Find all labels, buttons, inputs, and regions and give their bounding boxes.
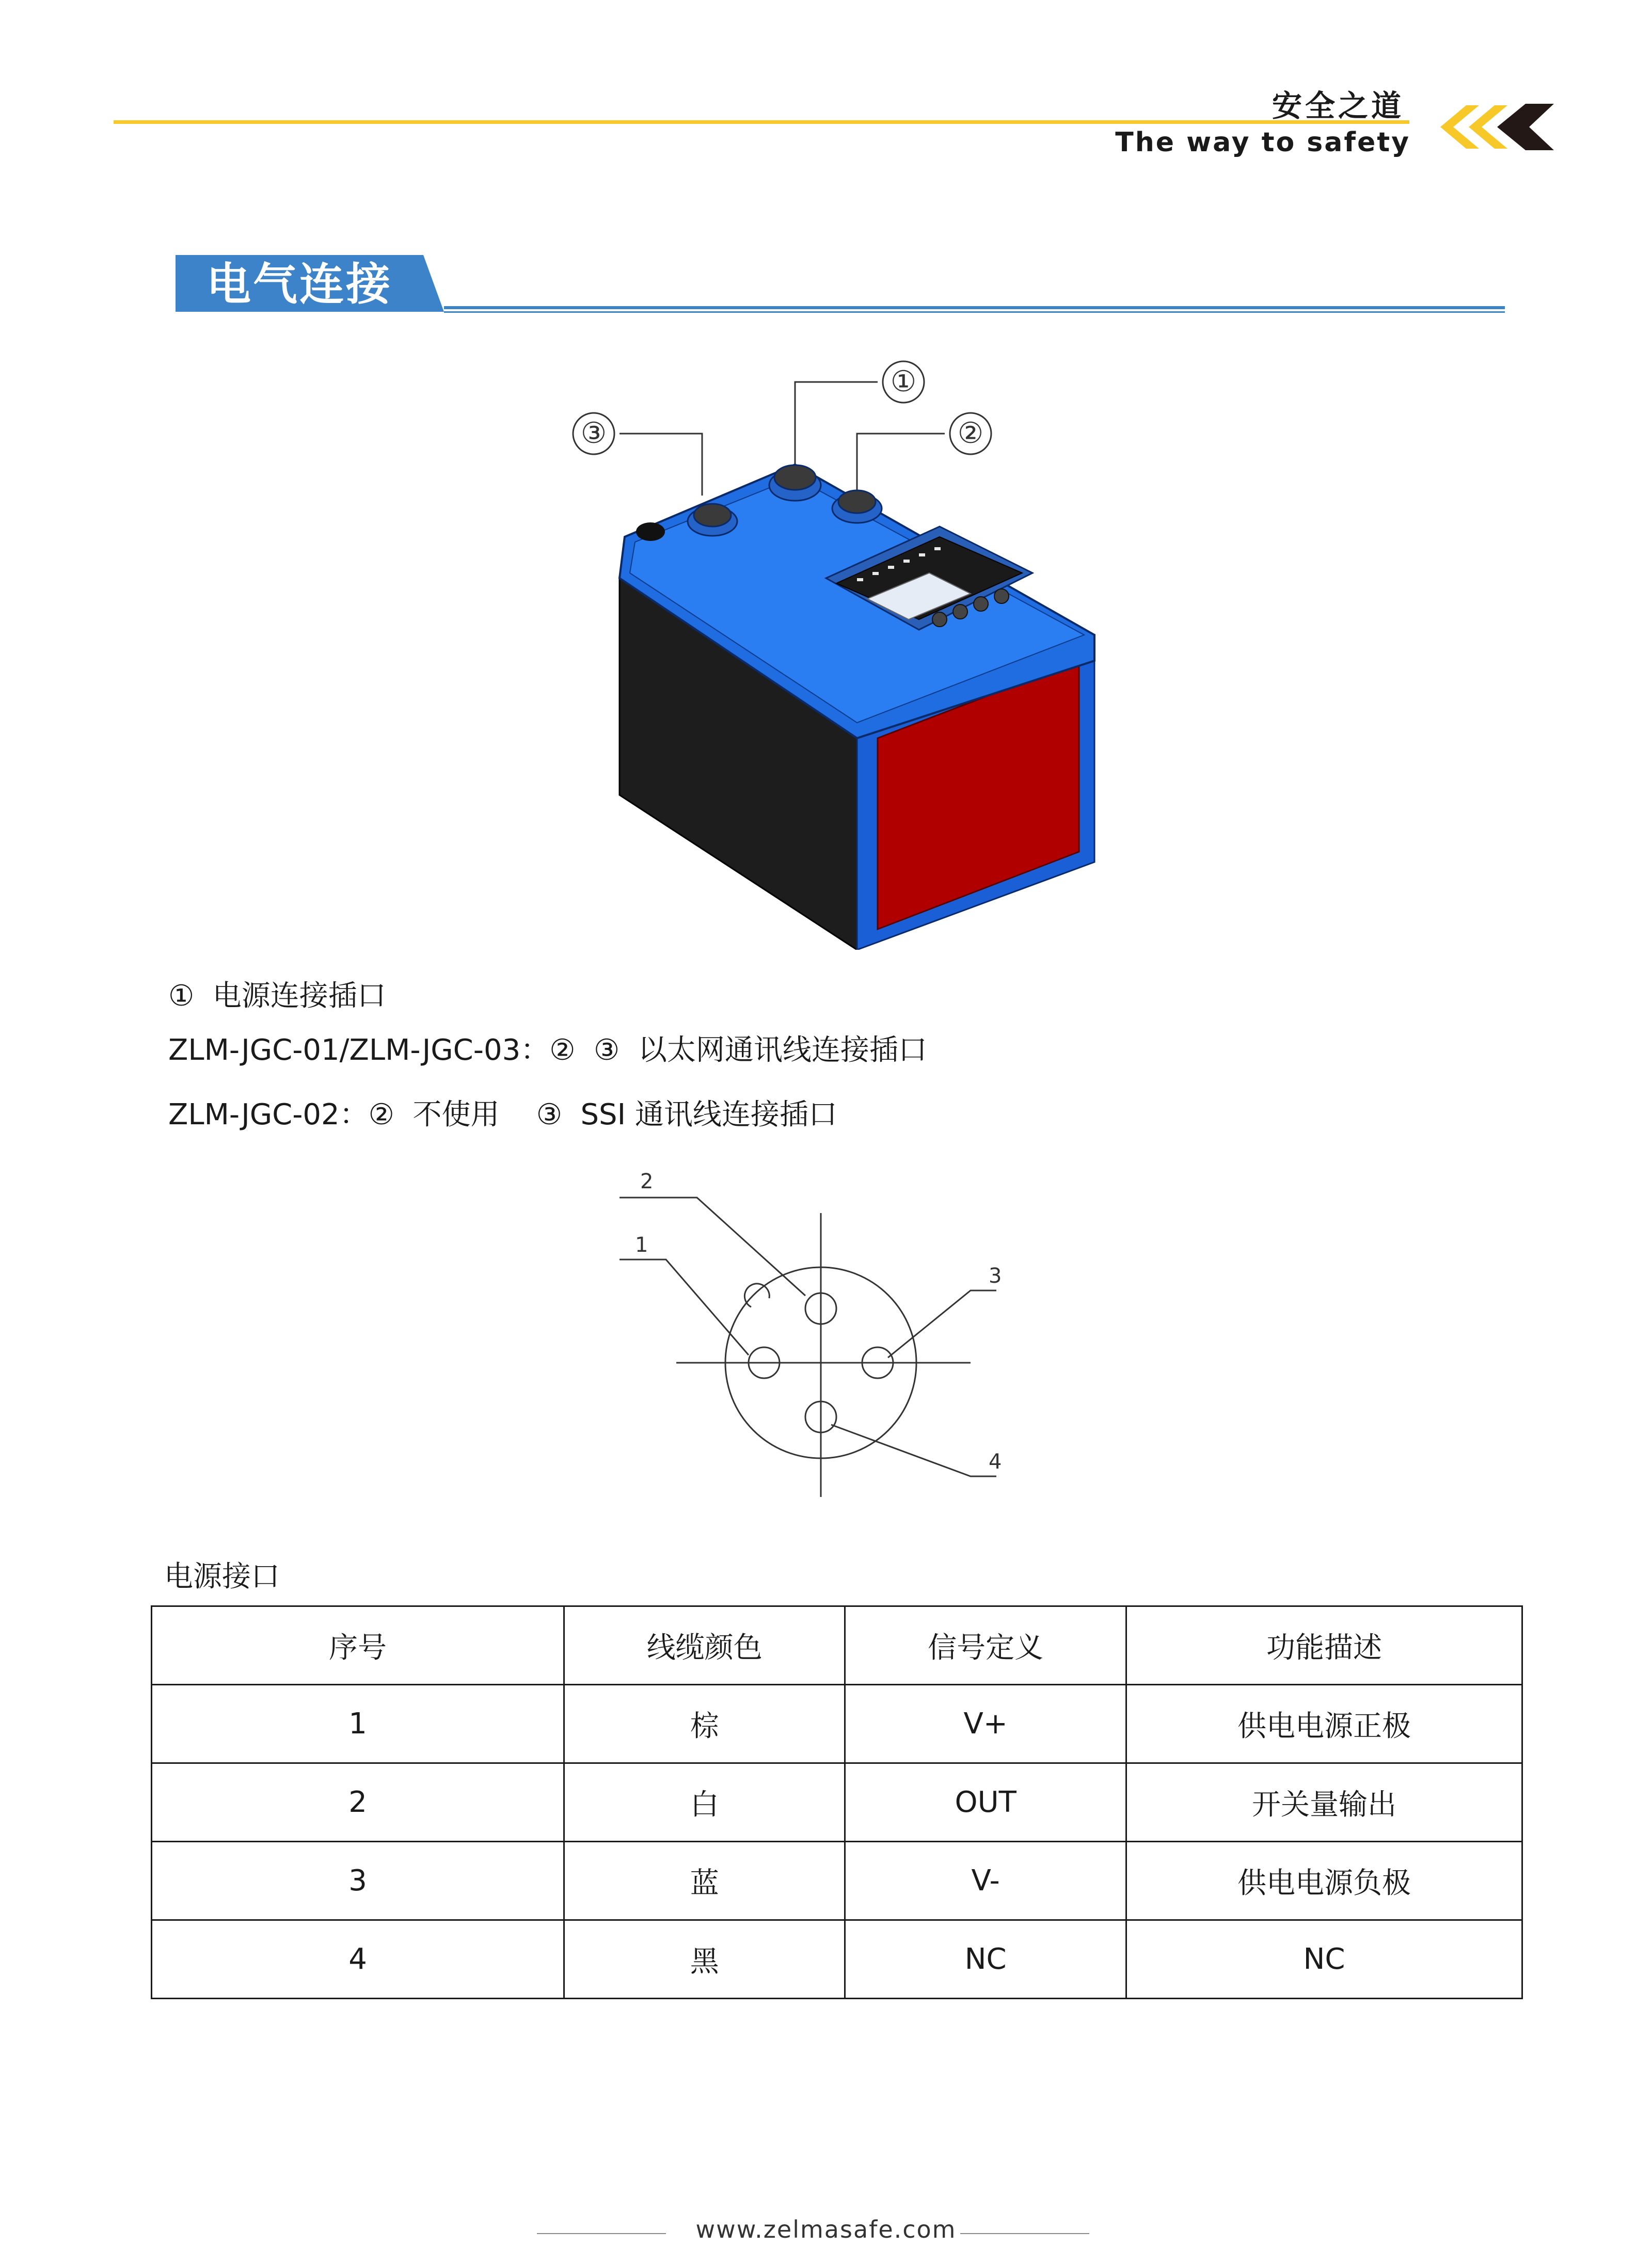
cell-color: 白	[564, 1763, 845, 1842]
product-illustration	[547, 330, 1125, 950]
cell-index: 3	[152, 1842, 564, 1920]
brand-en: The way to safety	[1115, 127, 1410, 158]
header-cell: 信号定义	[845, 1606, 1126, 1685]
section-rule-thin	[444, 311, 1505, 313]
header-divider	[114, 120, 1409, 124]
desc-ssi-port: ZLM-JGC-02：② 不使用 ③ SSI 通讯线连接插口	[168, 1098, 837, 1132]
desc-ethernet-ports: ZLM-JGC-01/ZLM-JGC-03：② ③ 以太网通讯线连接插口	[168, 1033, 927, 1067]
table-caption: 电源接口	[164, 1560, 280, 1593]
cell-function: NC	[1126, 1920, 1522, 1999]
cell-function: 供电电源正极	[1126, 1685, 1522, 1763]
cell-index: 2	[152, 1763, 564, 1842]
pin-label-2: 2	[640, 1170, 654, 1193]
callout-1: ①	[890, 365, 917, 399]
footer-url[interactable]: www.zelmasafe.com	[695, 2216, 957, 2243]
pin-label-4: 4	[989, 1450, 1002, 1474]
section-rule	[444, 306, 1505, 309]
power-interface-table	[151, 1605, 1523, 1999]
connector-pin-diagram	[599, 1156, 1022, 1507]
callout-3: ③	[580, 417, 607, 450]
desc-power-port: ① 电源连接插口	[168, 979, 386, 1013]
chevron-arrows-logo	[1420, 101, 1554, 153]
cell-index: 1	[152, 1685, 564, 1763]
footer-rule-left	[537, 2233, 666, 2234]
brand-cn: 安全之道	[1272, 88, 1404, 123]
cell-signal: NC	[845, 1920, 1126, 1999]
table-header-row	[152, 1606, 1522, 1685]
cell-function: 开关量输出	[1126, 1763, 1522, 1842]
section-title: 电气连接	[206, 259, 392, 310]
cell-signal: OUT	[845, 1763, 1126, 1842]
callout-2: ②	[957, 417, 984, 450]
pin-label-3: 3	[989, 1264, 1002, 1288]
cell-signal: V-	[845, 1842, 1126, 1920]
header-cell: 序号	[152, 1606, 564, 1685]
header-cell: 功能描述	[1126, 1606, 1522, 1685]
header-cell: 线缆颜色	[564, 1606, 845, 1685]
table-row	[152, 1842, 1522, 1920]
cell-color: 蓝	[564, 1842, 845, 1920]
cell-color: 黑	[564, 1920, 845, 1999]
table-row	[152, 1763, 1522, 1842]
footer-rule-right	[960, 2233, 1089, 2234]
cell-signal: V+	[845, 1685, 1126, 1763]
cell-function: 供电电源负极	[1126, 1842, 1522, 1920]
table-row	[152, 1920, 1522, 1999]
cell-color: 棕	[564, 1685, 845, 1763]
cell-index: 4	[152, 1920, 564, 1999]
pin-label-1: 1	[635, 1233, 648, 1257]
table-row	[152, 1685, 1522, 1763]
